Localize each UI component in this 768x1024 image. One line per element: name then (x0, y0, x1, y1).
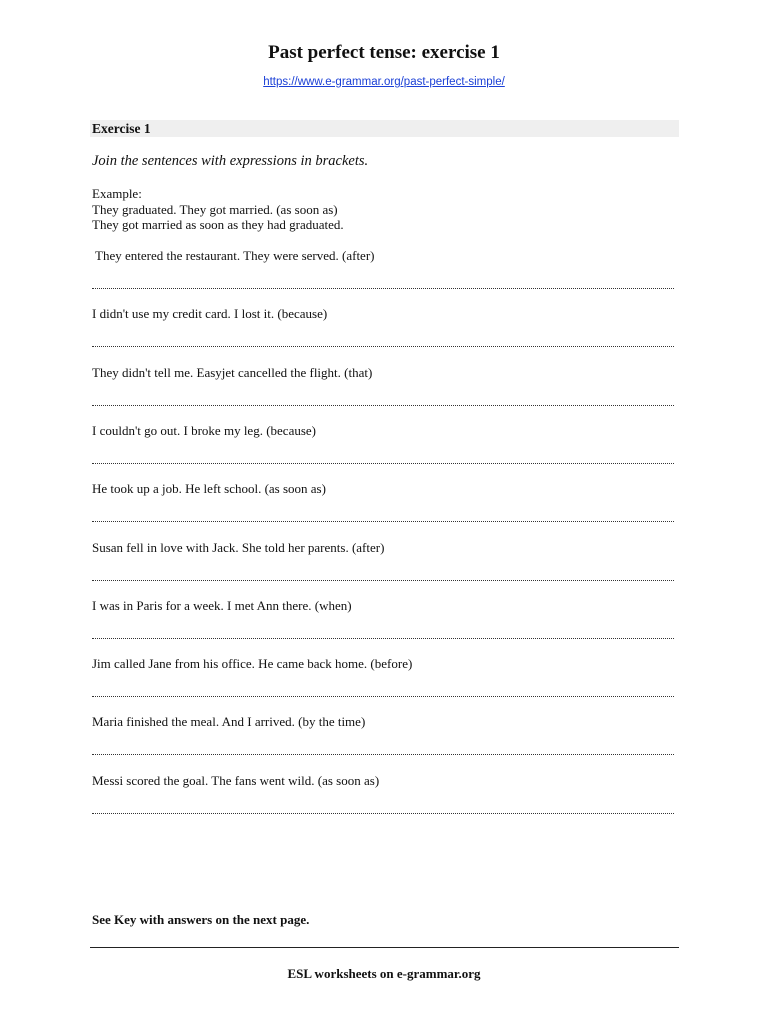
answer-line[interactable] (92, 405, 674, 406)
footer-divider (90, 947, 679, 948)
example-label: Example: (92, 186, 142, 201)
example-answer: They got married as soon as they had graduated. (92, 217, 344, 232)
answer-line[interactable] (92, 813, 674, 814)
page-footer: ESL worksheets on e-grammar.org (287, 966, 481, 981)
exercise-question: They didn't tell me. Easyjet cancelled the flight. (that) (92, 364, 373, 380)
exercise-heading-bar (90, 120, 679, 137)
exercise-heading: Exercise 1 (92, 121, 151, 136)
exercise-question: Messi scored the goal. The fans went wild. (as soon as) (92, 772, 380, 788)
exercise-question: I couldn't go out. I broke my leg. (because) (92, 422, 316, 438)
answer-line[interactable] (92, 463, 674, 464)
answer-line[interactable] (92, 288, 674, 289)
answer-line[interactable] (92, 696, 674, 697)
exercise-question: Maria finished the meal. And I arrived. (by the time) (92, 714, 366, 730)
answer-line[interactable] (92, 754, 674, 755)
answer-line[interactable] (92, 346, 674, 347)
exercise-question: Susan fell in love with Jack. She told her parents. (after) (92, 539, 385, 555)
source-link[interactable]: https://www.e-grammar.org/past-perfect-simple/ (263, 76, 505, 88)
exercise-question: He took up a job. He left school. (as soon as) (92, 481, 326, 497)
exercise-instruction: Join the sentences with expressions in brackets. (92, 153, 369, 169)
example-prompt: They graduated. They got married. (as soon as) (92, 201, 338, 217)
page-title: Past perfect tense: exercise 1 (268, 42, 500, 63)
exercise-question: They entered the restaurant. They were served. (after) (92, 248, 375, 263)
example-block (92, 186, 344, 233)
exercise-question: Jim called Jane from his office. He came back home. (before) (92, 656, 413, 672)
answer-line[interactable] (92, 580, 674, 581)
answer-key-note: See Key with answers on the next page. (92, 912, 310, 927)
answer-line[interactable] (92, 638, 674, 639)
answer-line[interactable] (92, 521, 674, 522)
exercise-question: I didn't use my credit card. I lost it. (because) (92, 306, 328, 322)
exercise-question: I was in Paris for a week. I met Ann there. (when) (92, 597, 352, 613)
